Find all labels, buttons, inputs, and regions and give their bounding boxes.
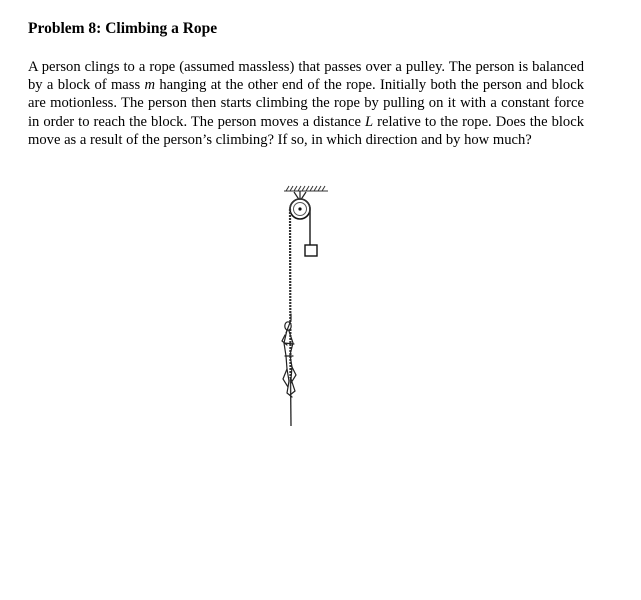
ceiling-icon — [284, 186, 328, 191]
pulley-figure — [270, 183, 340, 433]
problem-text-part-3: relative to the rope. Does the block move as a result of the person’s climbing? If so, in which direction and by how much? — [28, 113, 585, 148]
distance-symbol: L — [364, 113, 374, 130]
problem-statement — [28, 58, 584, 149]
page-title: Problem 8: Climbing a Rope — [28, 20, 218, 37]
block-icon — [305, 245, 317, 256]
problem-text-part-1: A person clings to a rope (assumed massless) that passes over a pulley. The person is balanced by a block of mass — [28, 59, 584, 94]
problem-text-part-2: hanging at the other end of the rope. Initially both the person and block are motionless. The person then starts climbing the rope by pulling on it with a constant force in order to reach the block. The person moves a distance — [28, 77, 584, 130]
climber-icon — [282, 314, 296, 397]
mass-symbol: m — [144, 77, 156, 94]
